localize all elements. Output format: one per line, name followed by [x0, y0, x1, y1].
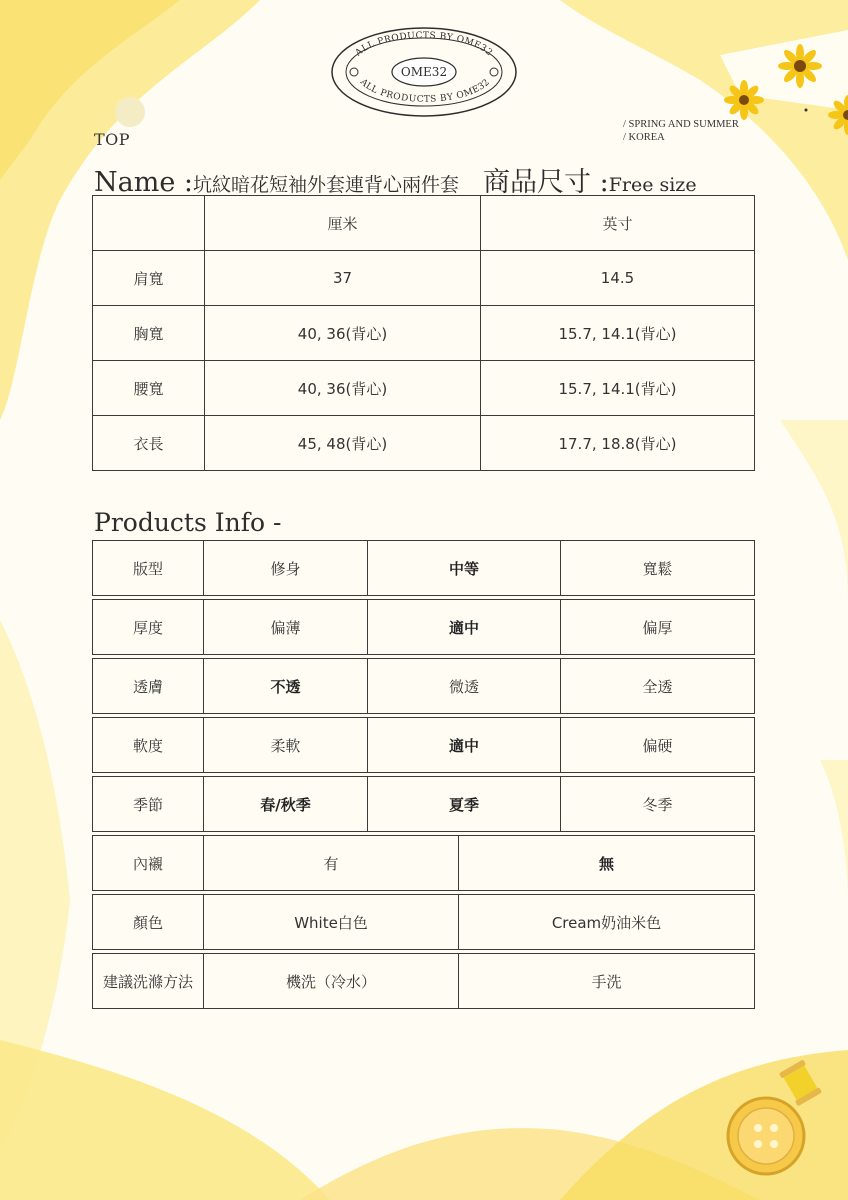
row-label: 衣長: [93, 416, 205, 471]
row-label: 軟度: [93, 718, 204, 773]
inch-cell: 15.7, 14.1(背心): [481, 361, 755, 416]
table-row: [93, 718, 755, 773]
option-cell: 全透: [561, 659, 755, 714]
header-cell: 英寸: [481, 196, 755, 251]
size-value: Free size: [608, 174, 697, 196]
product-title: [94, 160, 697, 199]
info-row: [92, 835, 755, 891]
header-cell: 厘米: [205, 196, 481, 251]
option-cell: 偏厚: [561, 600, 755, 655]
info-row: [92, 717, 755, 773]
row-label: 季節: [93, 777, 204, 832]
info-row: [92, 894, 755, 950]
info-row: [92, 599, 755, 655]
inch-cell: 15.7, 14.1(背心): [481, 306, 755, 361]
product-name: 坑紋暗花短袖外套連背心兩件套: [192, 174, 459, 196]
row-label: 內襯: [93, 836, 204, 891]
table-row: [93, 777, 755, 832]
option-cell: 不透: [204, 659, 368, 714]
brand-logo: [330, 26, 518, 118]
table-row: [93, 954, 755, 1009]
option-cell: 偏硬: [561, 718, 755, 773]
table-row: [93, 196, 755, 251]
category-label: TOP: [94, 130, 131, 149]
header-cell: [93, 196, 205, 251]
cm-cell: 40, 36(背心): [205, 306, 481, 361]
info-row: [92, 776, 755, 832]
info-row: [92, 658, 755, 714]
products-info-title: Products Info -: [94, 508, 282, 537]
option-cell: 適中: [368, 718, 561, 773]
option-cell: 冬季: [561, 777, 755, 832]
size-table: [92, 195, 755, 471]
cm-cell: 37: [205, 251, 481, 306]
logo-brand-text: OME32: [400, 65, 448, 79]
table-row: [93, 600, 755, 655]
info-row: [92, 540, 755, 596]
inch-cell: 14.5: [481, 251, 755, 306]
row-label: 顏色: [93, 895, 204, 950]
row-label: 肩寬: [93, 251, 205, 306]
season-line-1: / SPRING AND SUMMER: [623, 119, 739, 130]
option-cell: 寬鬆: [561, 541, 755, 596]
row-label: 厚度: [93, 600, 204, 655]
option-cell: 微透: [368, 659, 561, 714]
option-cell: 有: [204, 836, 459, 891]
logo-ring-bottom: ALL PRODUCTS BY OME32: [357, 77, 493, 105]
sewing-button-icon: [720, 1060, 848, 1180]
logo-ring-top: ALL PRODUCTS BY OME32: [353, 30, 495, 59]
table-row: [93, 306, 755, 361]
option-cell: 機洗（冷水）: [204, 954, 459, 1009]
option-cell: Cream奶油米色: [459, 895, 755, 950]
season-label: [623, 118, 739, 144]
row-label: 腰寬: [93, 361, 205, 416]
decor-dot: [115, 97, 145, 127]
table-row: [93, 361, 755, 416]
size-label: 商品尺寸 :: [483, 167, 609, 198]
row-label: 版型: [93, 541, 204, 596]
season-line-2: / KOREA: [623, 132, 665, 143]
table-row: [93, 659, 755, 714]
row-label: 胸寬: [93, 306, 205, 361]
name-label: Name :: [94, 167, 193, 198]
option-cell: White白色: [204, 895, 459, 950]
cm-cell: 45, 48(背心): [205, 416, 481, 471]
option-cell: 春/秋季: [204, 777, 368, 832]
option-cell: 偏薄: [204, 600, 368, 655]
row-label: 建議洗滌方法: [93, 954, 204, 1009]
option-cell: 夏季: [368, 777, 561, 832]
option-cell: 無: [459, 836, 755, 891]
table-row: [93, 251, 755, 306]
row-label: 透膚: [93, 659, 204, 714]
option-cell: 修身: [204, 541, 368, 596]
option-cell: 手洗: [459, 954, 755, 1009]
table-row: [93, 836, 755, 891]
table-row: [93, 416, 755, 471]
inch-cell: 17.7, 18.8(背心): [481, 416, 755, 471]
option-cell: 適中: [368, 600, 561, 655]
table-row: [93, 895, 755, 950]
info-row: [92, 953, 755, 1009]
option-cell: 柔軟: [204, 718, 368, 773]
cm-cell: 40, 36(背心): [205, 361, 481, 416]
option-cell: 中等: [368, 541, 561, 596]
table-row: [93, 541, 755, 596]
